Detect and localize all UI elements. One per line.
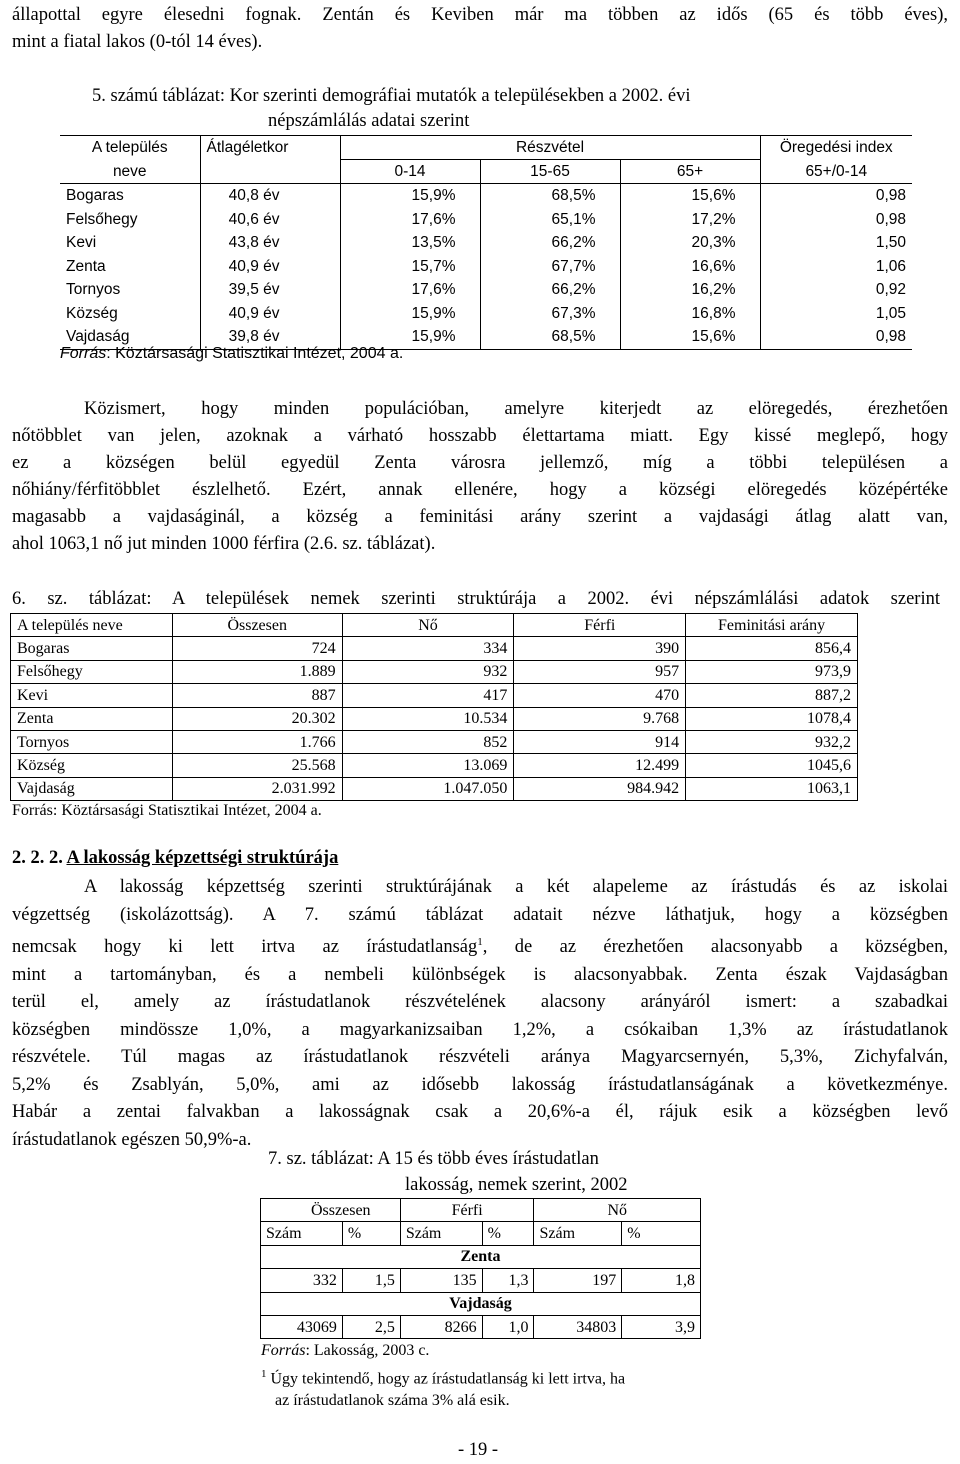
paragraph-2-line: mint a tartományban, és a nembeli különbségek is alacsonyabbak. Zenta észak Vajdaságban: [12, 964, 948, 985]
table5-settlement-name: Zenta: [60, 255, 200, 279]
table5: [60, 135, 912, 350]
table6-cell: 13.069: [342, 754, 514, 777]
table6-row: [11, 660, 858, 683]
table7-cell: 2,5: [342, 1315, 400, 1338]
table7-group-total: Összesen: [261, 1199, 401, 1222]
table6-cell: 20.302: [172, 707, 342, 730]
table6-settlement-name: Bogaras: [11, 637, 173, 660]
table5-cell: 0,98: [760, 184, 912, 208]
table7-group-female: Nő: [534, 1199, 701, 1222]
table6-cell: 932,2: [686, 730, 858, 753]
table5-header-aging-index-2: 65+/0-14: [760, 160, 912, 184]
table7-cell: 3,9: [622, 1315, 701, 1338]
table5-cell: 65,1%: [480, 208, 620, 232]
table5-cell: 20,3%: [620, 231, 760, 255]
paragraph-2-line: terül el, amely az írástudatlanok részvételének alacsony arányáról ismert: a szabadkai: [12, 992, 948, 1013]
table5-cell: 66,2%: [480, 278, 620, 302]
table5-cell: 0,92: [875, 281, 906, 299]
paragraph-2-line: [12, 929, 948, 962]
table6: [10, 613, 858, 801]
footnote-text-2: az írástudatlanok száma 3% alá esik.: [275, 1392, 510, 1410]
table6-header-total: Összesen: [172, 614, 342, 637]
table6-cell: 334: [342, 637, 514, 660]
paragraph-2-line: végzettség (iskolázottság). A 7. számú táblázat adatait nézve láthatjuk, hogy a községben: [12, 904, 948, 925]
table7-source-label: Forrás: [261, 1342, 306, 1359]
table5-cell: 66,2%: [480, 231, 620, 255]
table7-cell: 1,8: [622, 1269, 701, 1292]
table6-cell: 973,9: [686, 660, 858, 683]
paragraph-1: [12, 396, 948, 558]
table5-header-settlement: A település: [60, 136, 200, 160]
table6-cell: 12.499: [514, 754, 686, 777]
table6-cell: 914: [514, 730, 686, 753]
table7-cell: 332: [261, 1269, 343, 1292]
table5-settlement-name: Vajdaság: [60, 325, 200, 349]
paragraph-1-line: nőhiány/férfitöbblet észlelhető. Ezért, annak ellenére, hogy a községi elöregedés középértéke: [12, 480, 948, 500]
table5-cell: 0,98: [760, 325, 912, 349]
table5-cell: 43,8 év: [200, 231, 340, 255]
table5-cell: 1,05: [875, 304, 906, 322]
table5-source-label: Forrás: [60, 345, 107, 362]
table7-cell: 135: [400, 1269, 482, 1292]
table6-header-female: Nő: [342, 614, 514, 637]
page-number: - 19 -: [458, 1440, 499, 1460]
table5-cell: 15,9%: [340, 325, 480, 349]
table6-cell: 25.568: [172, 754, 342, 777]
table5-header-empty: [200, 160, 340, 184]
paragraph-2-text: , de az érezhetően alacsonyabb a községben,: [482, 937, 948, 958]
table7-cell: 197: [534, 1269, 622, 1292]
table5-header-avg-age: Átlagéletkor: [200, 136, 340, 160]
paragraph-1-line: Közismert, hogy minden populációban, amelyre kiterjedt az elöregedés, érezhetően: [84, 399, 948, 419]
table5-cell: 13,5%: [340, 231, 480, 255]
table7-cell: 1,3: [482, 1269, 534, 1292]
table5-row: [60, 184, 912, 208]
paragraph-1-line: ahol 1063,1 nő jut minden 1000 férfira (2.6. sz. táblázat).: [12, 534, 436, 554]
table6-settlement-name: Tornyos: [11, 730, 173, 753]
table6-cell: 1.766: [172, 730, 342, 753]
table5-header-share: Részvétel: [340, 136, 760, 160]
table5-cell: 15,6%: [620, 184, 760, 208]
table5-caption-line2: népszámlálás adatai szerint: [268, 111, 470, 131]
table6-settlement-name: Felsőhegy: [11, 660, 173, 683]
table5-cell: 39,5 év: [200, 278, 340, 302]
table7-sub-count: Szám: [534, 1222, 622, 1245]
footnote: [261, 1363, 625, 1412]
table5-settlement-name: Felsőhegy: [60, 208, 200, 232]
section-title: A lakosság képzettségi struktúrája: [66, 848, 339, 868]
section-number: 2. 2. 2.: [12, 848, 67, 868]
table7-group-male: Férfi: [400, 1199, 534, 1222]
table6-cell: 1.047.050: [342, 777, 514, 800]
table5-cell: 15,9%: [340, 184, 480, 208]
footnote-number: 1: [261, 1368, 267, 1380]
paragraph-1-line: ez a községen belül egyedül Zenta városra jellemző, míg a többi településen a: [12, 453, 948, 473]
table5-cell: 39,8 év: [200, 325, 340, 349]
table7-sub-count: Szám: [400, 1222, 482, 1245]
table5-header-65plus: 65+: [676, 163, 704, 180]
table5-row: [60, 278, 912, 302]
footnote-mark: 1: [477, 936, 483, 948]
table6-source: Forrás: Köztársasági Statisztikai Intézet, 2004 a.: [12, 802, 322, 819]
table6-row: [11, 684, 858, 707]
table7-caption-line2: lakosság, nemek szerint, 2002: [405, 1175, 628, 1195]
table6-header-feminity-ratio: Feminitási arány: [686, 614, 858, 637]
table6-header-male: Férfi: [514, 614, 686, 637]
table7-cell: 8266: [400, 1315, 482, 1338]
table6-cell: 9.768: [514, 707, 686, 730]
table5-cell: 15,9%: [340, 302, 480, 326]
table5-settlement-name: Bogaras: [60, 184, 200, 208]
table6-cell: 1.889: [172, 660, 342, 683]
table7-source-text: : Lakosság, 2003 c.: [305, 1342, 430, 1359]
table7-cell: 1,5: [342, 1269, 400, 1292]
table7-cell: 43069: [261, 1315, 343, 1338]
table7-sub-percent: %: [622, 1222, 701, 1245]
paragraph-2-line: 5,2% és Zsablyán, 5,0%, ami az idősebb lakosság írástudatlanságának a következménye.: [12, 1074, 948, 1095]
table5-row: [60, 255, 912, 279]
table5-cell: 17,6%: [340, 278, 480, 302]
paragraph-2-line: községben mindössze 1,0%, a magyarkanizsaiban 1,2%, a csókaiban 1,3% az írástudatlanok: [12, 1019, 948, 1040]
table6-cell: 417: [342, 684, 514, 707]
table7-sub-percent: %: [482, 1222, 534, 1245]
table6-cell: 932: [342, 660, 514, 683]
table6-settlement-name: Község: [11, 754, 173, 777]
table5-cell: 16,2%: [620, 278, 760, 302]
table5-settlement-name: Tornyos: [60, 278, 200, 302]
table6-cell: 390: [514, 637, 686, 660]
table5-cell: 40,8 év: [200, 184, 340, 208]
table7-caption-line1: 7. sz. táblázat: A 15 és több éves írástudatlan: [268, 1149, 599, 1169]
table5-header-0-14: 0-14: [340, 160, 480, 184]
table7-section-vajdasag: Vajdaság: [261, 1292, 701, 1315]
table5-header-aging-index: Öregedési index: [760, 136, 912, 160]
table5-cell: 68,5%: [480, 184, 620, 208]
table6-cell: 724: [172, 637, 342, 660]
section-heading: [12, 848, 338, 869]
table6-cell: 984.942: [514, 777, 686, 800]
paragraph-2-line: részvétele. Túl magas az írástudatlanok részvételi aránya Magyarcsernyén, 5,3%, Zichyfalván,: [12, 1047, 948, 1068]
table6-row: [11, 730, 858, 753]
table6-row: [11, 754, 858, 777]
table5-cell: 0,98: [875, 210, 906, 228]
table6-settlement-name: Vajdaság: [11, 777, 173, 800]
table5-settlement-name: Község: [60, 302, 200, 326]
table5-settlement-name: Kevi: [60, 231, 200, 255]
table5-cell: 15,7%: [340, 255, 480, 279]
table5-header-settlement-2: neve: [60, 160, 200, 184]
table5-cell: 67,7%: [480, 255, 620, 279]
table6-cell: 957: [514, 660, 686, 683]
table6-cell: 887,2: [686, 684, 858, 707]
table5-source: [60, 345, 403, 363]
table7: [260, 1198, 701, 1339]
intro-line-1: állapottal egyre élesedni fognak. Zentán és Keviben már ma többen az idős (65 és több éves),: [12, 5, 948, 25]
table5-cell: 17,2%: [620, 208, 760, 232]
table5-row: [60, 302, 912, 326]
table7-cell: 1,0: [482, 1315, 534, 1338]
table6-row: [11, 707, 858, 730]
table6-header-settlement: A település neve: [11, 614, 173, 637]
footnote-line1: [261, 1363, 625, 1390]
table5-cell: 15,6%: [620, 325, 760, 349]
table6-cell: 2.031.992: [172, 777, 342, 800]
intro-line-2: mint a fiatal lakos (0-tól 14 éves).: [12, 32, 263, 52]
footnote-text-1: Úgy tekintendő, hogy az írástudatlanság ki lett irtva, ha: [266, 1370, 626, 1388]
paragraph-2: [12, 874, 948, 1154]
table7-sub-count: Szám: [261, 1222, 343, 1245]
table7-cell: 34803: [534, 1315, 622, 1338]
table5-source-text: : Köztársasági Statisztikai Intézet, 2004 a.: [106, 345, 404, 362]
paragraph-2-line: írástudatlanok egészen 50,9%-a.: [12, 1129, 252, 1150]
table5-cell: 40,9 év: [200, 302, 340, 326]
table5-cell: 68,5%: [480, 325, 620, 349]
table6-cell: 470: [514, 684, 686, 707]
paragraph-2-text: nemcsak hogy ki lett irtva az írástudatlanság: [12, 937, 478, 958]
table6-row: [11, 637, 858, 660]
table6-cell: 1045,6: [686, 754, 858, 777]
table7-section-zenta: Zenta: [261, 1245, 701, 1268]
table6-cell: 1078,4: [686, 707, 858, 730]
table6-row: [11, 777, 858, 800]
table6-cell: 1063,1: [686, 777, 858, 800]
table6-settlement-name: Kevi: [11, 684, 173, 707]
table5-cell: 16,6%: [620, 255, 760, 279]
table5-cell: 16,8%: [620, 302, 760, 326]
paragraph-2-line: Habár a zentai falvakban a lakosságnak csak a 20,6%-a él, rájuk esik a községben levő: [12, 1102, 948, 1123]
table5-cell: 17,6%: [340, 208, 480, 232]
table6-cell: 852: [342, 730, 514, 753]
table5-cell: 1,50: [875, 234, 906, 252]
table5-cell: 1,06: [875, 257, 906, 275]
table6-cell: 856,4: [686, 637, 858, 660]
table5-header-15-65: 15-65: [480, 160, 620, 184]
table6-caption: 6. sz. táblázat: A települések nemek szerinti struktúrája a 2002. évi népszámlálási adatok szerint: [12, 589, 940, 609]
table6-cell: 10.534: [342, 707, 514, 730]
table7-source: [261, 1342, 429, 1360]
table5-row: [60, 231, 912, 255]
table5-caption-line1: 5. számú táblázat: Kor szerinti demográfiai mutatók a településekben a 2002. évi: [92, 86, 691, 106]
paragraph-2-line: A lakosság képzettség szerinti struktúrájának a két alapeleme az írástudás és az iskolai: [84, 877, 948, 897]
table6-settlement-name: Zenta: [11, 707, 173, 730]
table6-cell: 887: [172, 684, 342, 707]
table5-cell: 40,6 év: [200, 208, 340, 232]
paragraph-1-line: nőtöbblet van jelen, azoknak a várható hosszabb élettartama miatt. Egy kissé meglepő, hogy: [12, 426, 948, 446]
table5-cell: 40,9 év: [200, 255, 340, 279]
table5-cell: 67,3%: [480, 302, 620, 326]
table7-sub-percent: %: [342, 1222, 400, 1245]
table5-row: [60, 208, 912, 232]
paragraph-1-line: magasabb a vajdaságinál, a község a feminitási arány szerint a vajdasági átlag alatt van,: [12, 507, 948, 527]
